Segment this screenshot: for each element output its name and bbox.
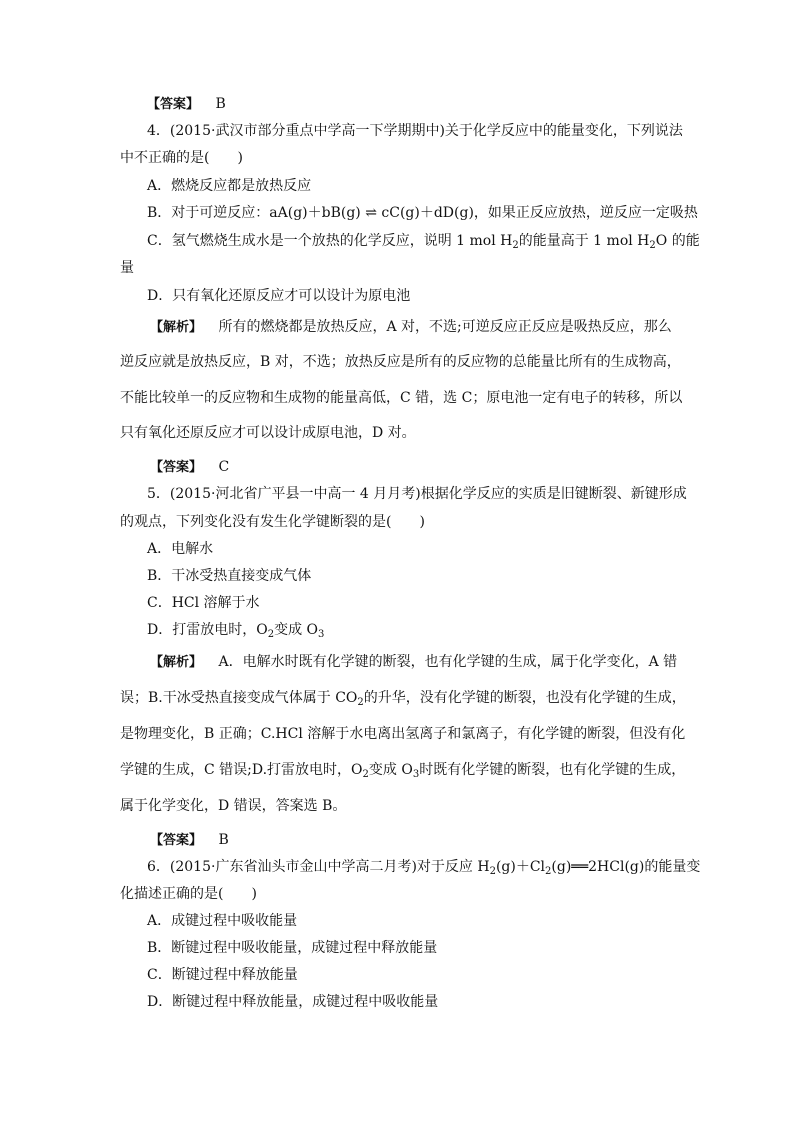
q5-option-b: B．干冰受热直接变成气体: [147, 568, 312, 584]
q4-analysis-line1: 【解析】 所有的燃烧都是放热反应，A 对，不选;可逆反应正反应是吸热反应，那么: [150, 319, 672, 335]
q6-option-a: A．成键过程中吸收能量: [147, 913, 298, 929]
q5-analysis-line4: 学键的生成，C 错误;D.打雷放电时，$O_2$变成 $O_3$时既有化学键的断裂，也有化学键的生成，: [120, 762, 686, 780]
answer-value: B: [218, 832, 229, 848]
q4-option-c-line1: C．氢气燃烧生成水是一个放热的化学反应，说明 1 mol $H_2$的能量高于 1 mol $H_2O$ 的能: [147, 233, 700, 251]
q5-answer: [150, 830, 229, 851]
q5-analysis-line2: 误；B.干冰受热直接变成气体属于 $CO_2$的升华，没有化学键的断裂，也没有化学键的生成，: [120, 690, 686, 708]
q4-option-c-line2: 量: [120, 260, 134, 276]
q5-analysis-line3: 是物理变化，B 正确；C.HCl 溶解于水电离出氢离子和氯离子，有化学键的断裂，但没有化: [120, 726, 686, 742]
q4-option-d: D．只有氧化还原反应才可以设计为原电池: [147, 288, 411, 304]
q3-answer: [147, 94, 226, 115]
q6-option-c: C．断键过程中释放能量: [147, 967, 298, 983]
q5-analysis-line1: 【解析】 A．电解水时既有化学键的断裂，也有化学键的生成，属于化学变化，A 错: [150, 654, 678, 670]
q4-stem-line1: 4．(2015·武汉市部分重点中学高一下学期期中)关于化学反应中的能量变化，下列说法: [147, 123, 683, 139]
q5-option-c: C．HCl 溶解于水: [147, 595, 260, 611]
q6-option-b: B．断键过程中吸收能量，成键过程中释放能量: [147, 940, 438, 956]
answer-tag: 【答案】: [147, 97, 200, 112]
q5-analysis-line5: 属于化学变化，D 错误，答案选 B。: [120, 798, 347, 814]
answer-value: C: [218, 459, 230, 475]
q4-analysis-line4: 只有氧化还原反应才可以设计成原电池，D 对。: [120, 425, 416, 441]
q5-stem-line2: 的观点，下列变化没有发生化学键断裂的是( ): [120, 514, 425, 530]
answer-value: B: [215, 96, 226, 112]
q5-option-a: A．电解水: [147, 541, 214, 557]
answer-tag: 【答案】: [150, 460, 203, 475]
q4-analysis-line2: 逆反应就是放热反应，B 对，不选；放热反应是所有的反应物的总能量比所有的生成物高，: [120, 354, 681, 370]
q4-stem-line2: 中不正确的是( ): [120, 150, 243, 166]
answer-tag: 【答案】: [150, 833, 203, 848]
q4-option-b: B．对于可逆反应：aA(g)＋bB(g) ⇌ cC(g)＋dD(g)，如果正反应放热，逆反应一定吸热: [147, 205, 698, 221]
analysis-tag: 【解析】: [150, 655, 203, 670]
q6-option-d: D．断键过程中释放能量，成键过程中吸收能量: [147, 994, 439, 1010]
q4-answer: [150, 457, 229, 478]
q4-analysis-line3: 不能比较单一的反应物和生成物的能量高低，C 错，选 C；原电池一定有电子的转移，所以: [120, 390, 683, 406]
q4-option-a: A．燃烧反应都是放热反应: [147, 178, 312, 194]
q6-stem-line1: 6．(2015·广东省汕头市金山中学高二月考)对于反应 $H_2(g)+Cl_2(g)══2HCl(g)$的能量变: [147, 859, 701, 877]
q5-stem-line1: 5．(2015·河北省广平县一中高一 4 月月考)根据化学反应的实质是旧键断裂、新键形成: [147, 486, 687, 502]
analysis-tag: 【解析】: [150, 320, 203, 335]
q5-option-d: D．打雷放电时，$O_2$变成 $O_3$: [147, 622, 325, 640]
q6-stem-line2: 化描述正确的是( ): [120, 886, 257, 902]
